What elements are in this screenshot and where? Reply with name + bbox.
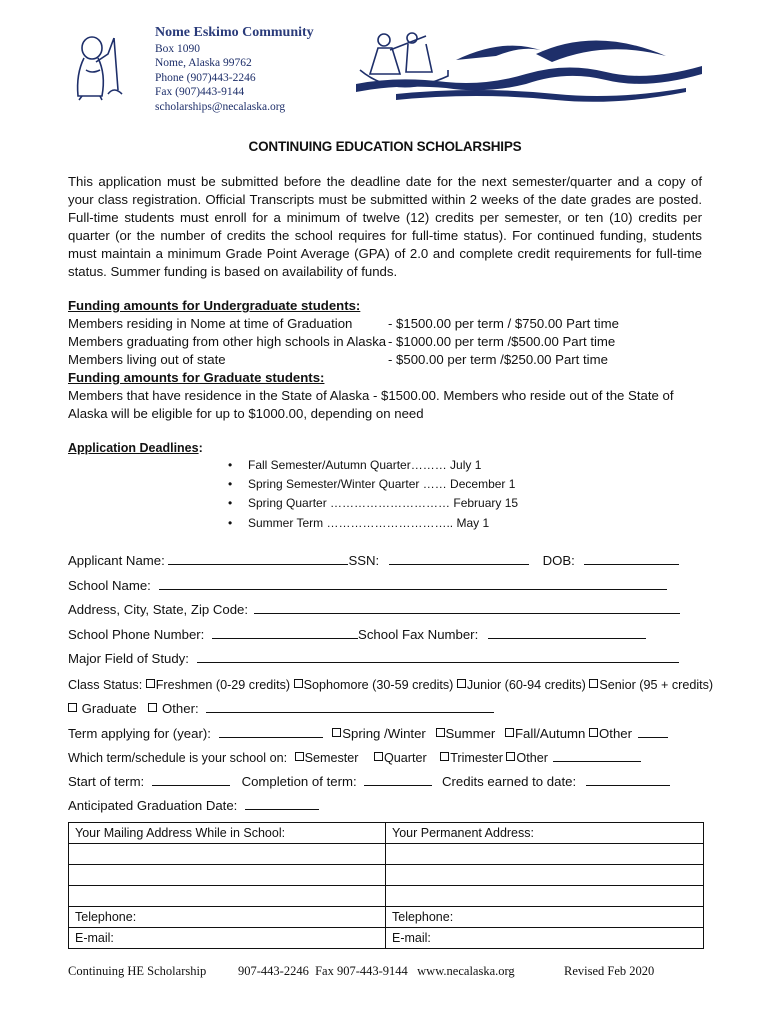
address-row — [68, 601, 680, 619]
term-year-field[interactable] — [219, 725, 323, 738]
undergrad-heading: Funding amounts for Undergraduate students: — [68, 298, 361, 313]
mailing-telephone[interactable]: Telephone: — [69, 907, 386, 928]
summer-checkbox[interactable] — [436, 728, 445, 737]
school-name-field[interactable] — [159, 577, 667, 590]
term-dates-row — [68, 773, 670, 791]
permanent-address-line[interactable] — [386, 844, 704, 865]
major-field[interactable] — [197, 650, 679, 663]
applicant-name-label: Applicant Name: — [68, 553, 165, 568]
undergrad-label-nome: Members residing in Nome at time of Graduation — [68, 316, 353, 331]
fax-line: Fax (907)443-9144 — [155, 86, 245, 98]
phone-line: Phone (907)443-2246 — [155, 71, 256, 84]
graduate-text: Members that have residence in the State of Alaska - $1500.00. Members who reside out of the State of Alaska will be eligible for up to $1000.00, depending on need — [68, 388, 674, 421]
applicant-name-row — [68, 552, 679, 570]
address-line: Box 1090 — [155, 42, 201, 55]
undergrad-amount-alaska: - $1000.00 per term /$500.00 Part time — [388, 334, 616, 349]
spring-winter-label: Spring /Winter — [342, 726, 426, 741]
address-table — [68, 822, 704, 949]
class-status-label: Class Status: — [68, 678, 143, 692]
other-schedule-field[interactable] — [553, 749, 641, 762]
schedule-row — [68, 749, 641, 767]
term-applying-row — [68, 725, 668, 743]
fall-autumn-label: Fall/Autumn — [515, 726, 586, 741]
start-term-label: Start of term: — [68, 774, 145, 789]
graduate-label: Graduate — [81, 701, 137, 716]
permanent-email[interactable]: E-mail: — [386, 928, 704, 949]
org-header — [155, 26, 314, 114]
footer-contact: 907-443-2246 Fax 907-443-9144 www.necalaska.org — [238, 964, 515, 978]
anticipated-grad-field[interactable] — [245, 797, 319, 810]
trimester-checkbox[interactable] — [440, 752, 449, 761]
deadlines-heading-colon: : — [198, 441, 203, 455]
email-line: scholarships@necalaska.org — [155, 100, 286, 113]
class-status-row — [68, 676, 713, 694]
mailing-address-header: Your Mailing Address While in School: — [69, 823, 386, 844]
senior-label: Senior (95 + credits) — [599, 678, 714, 692]
spring-winter-checkbox[interactable] — [332, 728, 341, 737]
ssn-label: SSN: — [348, 553, 380, 568]
schedule-label: Which term/schedule is your school on: — [68, 751, 288, 765]
credits-earned-field[interactable] — [586, 773, 670, 786]
permanent-address-line[interactable] — [386, 865, 704, 886]
school-fax-label: School Fax Number: — [358, 627, 479, 642]
boat-waves-logo — [356, 26, 702, 106]
applicant-name-field[interactable] — [168, 552, 348, 565]
footer-left: Continuing HE Scholarship — [68, 964, 207, 978]
address-label: Address, City, State, Zip Code: — [68, 602, 249, 617]
school-phone-row — [68, 626, 646, 644]
org-name: Nome Eskimo Community — [155, 25, 314, 40]
deadline-item: • Spring Semester/Winter Quarter …… December 1 — [228, 477, 516, 491]
summer-label: Summer — [445, 726, 496, 741]
fall-autumn-checkbox[interactable] — [505, 728, 514, 737]
address-line: Nome, Alaska 99762 — [155, 57, 252, 69]
intro-paragraph: This application must be submitted before the deadline date for the next semester/quarter and a copy of your class registration. Official Transcripts must be submitted within 2 weeks of the date grades are posted. Full-time students must enroll for a minimum of twelve (12) credits per semester, or ten (10) credits per quarter (or the number of credits the school requires for full-time status). For continued funding, students must maintain a minimum Grade Point Average (GPA) of 2.0 and complete credit requirements for full-time status. Summer funding is based on availability of funds. — [68, 174, 702, 279]
graduate-other-row — [68, 700, 494, 718]
deadline-item: • Summer Term ………………………….. May 1 — [228, 516, 490, 530]
undergrad-amount-nome: - $1500.00 per term / $750.00 Part time — [388, 316, 619, 331]
senior-checkbox[interactable] — [589, 679, 598, 688]
junior-label: Junior (60-94 credits) — [466, 678, 586, 692]
footer-revised: Revised Feb 2020 — [564, 964, 655, 978]
permanent-telephone[interactable]: Telephone: — [386, 907, 704, 928]
other-term-label: Other — [599, 726, 633, 741]
ssn-field[interactable] — [389, 552, 529, 565]
graduate-heading: Funding amounts for Graduate students: — [68, 370, 325, 385]
other-schedule-checkbox[interactable] — [506, 752, 515, 761]
permanent-address-line[interactable] — [386, 886, 704, 907]
quarter-checkbox[interactable] — [374, 752, 383, 761]
credits-earned-label: Credits earned to date: — [441, 774, 577, 789]
other-label: Other: — [162, 701, 199, 716]
school-name-row — [68, 577, 667, 595]
sophomore-label: Sophomore (30-59 credits) — [303, 678, 454, 692]
address-field[interactable] — [254, 601, 680, 614]
freshmen-label: Freshmen (0-29 credits) — [155, 678, 291, 692]
start-term-field[interactable] — [152, 773, 230, 786]
school-phone-label: School Phone Number: — [68, 627, 205, 642]
school-name-label: School Name: — [68, 578, 151, 593]
completion-term-field[interactable] — [364, 773, 432, 786]
mailing-address-line[interactable] — [69, 844, 386, 865]
trimester-label: Trimester — [450, 751, 503, 765]
deadline-item: • Fall Semester/Autumn Quarter……… July 1 — [228, 458, 482, 472]
anticipated-grad-row — [68, 797, 319, 815]
graduate-checkbox[interactable] — [68, 703, 77, 712]
semester-checkbox[interactable] — [295, 752, 304, 761]
semester-label: Semester — [304, 751, 359, 765]
school-phone-field[interactable] — [212, 626, 358, 639]
dob-label: DOB: — [542, 553, 575, 568]
major-label: Major Field of Study: — [68, 651, 189, 666]
other-term-field[interactable] — [638, 725, 668, 738]
freshmen-checkbox[interactable] — [146, 679, 155, 688]
completion-term-label: Completion of term: — [241, 774, 357, 789]
page-title: CONTINUING EDUCATION SCHOLARSHIPS — [248, 139, 522, 154]
sophomore-checkbox[interactable] — [294, 679, 303, 688]
major-row — [68, 650, 679, 668]
mailing-address-line[interactable] — [69, 886, 386, 907]
quarter-label: Quarter — [384, 751, 427, 765]
other-term-checkbox[interactable] — [589, 728, 598, 737]
deadlines-heading-text: Application Deadlines — [68, 441, 199, 455]
anticipated-grad-label: Anticipated Graduation Date: — [68, 798, 238, 813]
school-fax-field[interactable] — [488, 626, 646, 639]
other-checkbox[interactable] — [148, 703, 157, 712]
deadline-item: • Spring Quarter ………………………… February 15 — [228, 496, 519, 510]
undergrad-amount-outofstate: - $500.00 per term /$250.00 Part time — [388, 352, 608, 367]
undergrad-label-alaska: Members graduating from other high schools in Alaska — [68, 334, 387, 349]
mailing-email[interactable]: E-mail: — [69, 928, 386, 949]
dob-field[interactable] — [584, 552, 679, 565]
deadlines-heading — [68, 439, 203, 457]
other-field[interactable] — [206, 700, 494, 713]
eskimo-fisher-logo — [62, 30, 136, 102]
junior-checkbox[interactable] — [457, 679, 466, 688]
mailing-address-line[interactable] — [69, 865, 386, 886]
term-applying-label: Term applying for (year): — [68, 726, 211, 741]
undergrad-label-outofstate: Members living out of state — [68, 352, 226, 367]
permanent-address-header: Your Permanent Address: — [386, 823, 704, 844]
other-schedule-label: Other — [516, 751, 548, 765]
